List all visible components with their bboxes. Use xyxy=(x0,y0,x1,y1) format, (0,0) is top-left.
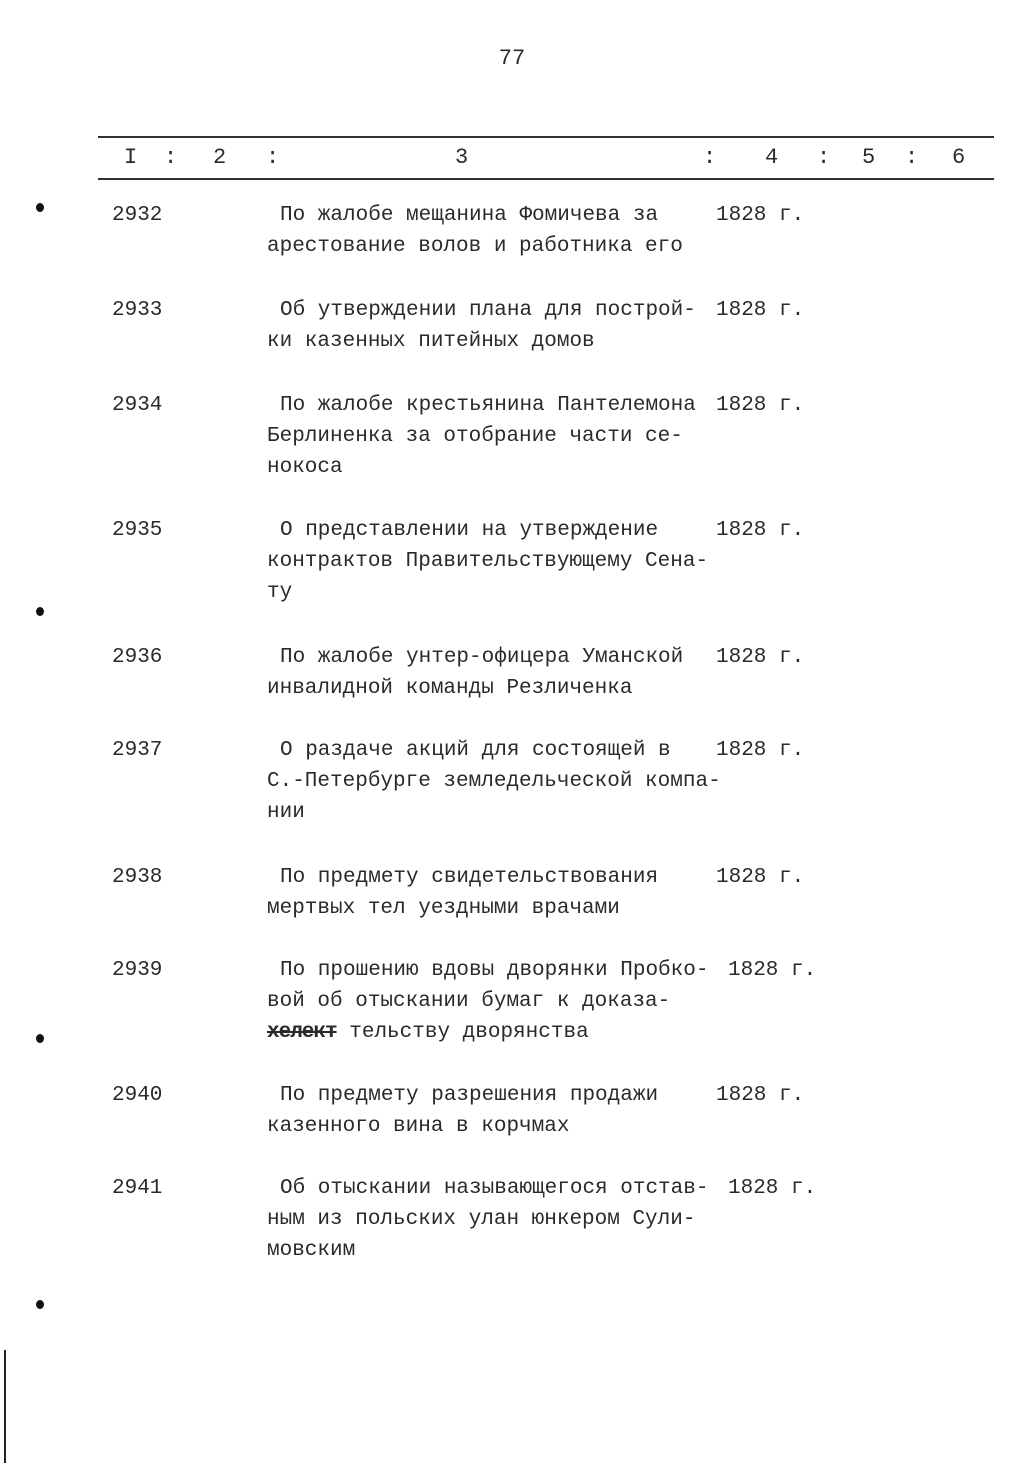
header-bottom-rule xyxy=(98,178,994,180)
col-6-header: 6 xyxy=(952,145,966,170)
line-text: По прошению вдовы дворянки Пробко- xyxy=(280,959,709,982)
entry-title-line xyxy=(267,862,737,893)
line-text: О раздаче акций для состоящей в xyxy=(280,739,671,762)
page-number: 77 xyxy=(498,46,526,71)
line-text: С.-Петербурге земледельческой компа- xyxy=(267,770,721,793)
entry-title-line xyxy=(267,986,737,1017)
entry-number: 2933 xyxy=(112,299,163,322)
entry-year: 1828 г. xyxy=(716,519,805,542)
entry-title-line xyxy=(267,955,737,986)
entry-year: 1828 г. xyxy=(716,866,805,889)
entry-title-line xyxy=(267,390,737,421)
line-text: нии xyxy=(267,801,305,824)
line-text: По жалобе унтер-офицера Уманской xyxy=(280,646,684,669)
line-text: Об утверждении плана для построй- xyxy=(280,299,696,322)
line-text: мовским xyxy=(267,1239,356,1262)
col-separator: : xyxy=(703,145,717,170)
line-text: ным из польских улан юнкером Сули- xyxy=(267,1208,696,1231)
line-text: казенного вина в корчмах xyxy=(267,1115,570,1138)
col-separator: : xyxy=(266,145,280,170)
col-separator: : xyxy=(164,145,178,170)
entry-title xyxy=(267,735,737,828)
page-edge xyxy=(4,1350,6,1463)
binding-hole-mark xyxy=(36,1034,44,1043)
entry-title-line xyxy=(267,673,737,704)
line-text: нокоса xyxy=(267,456,343,479)
entry-year: 1828 г. xyxy=(716,394,805,417)
entry-title-line xyxy=(267,1111,737,1142)
entry-title xyxy=(267,642,737,704)
entry-title-line xyxy=(267,1204,737,1235)
entry-title xyxy=(267,862,737,924)
entry-title-line xyxy=(267,200,737,231)
entry-year: 1828 г. xyxy=(716,299,805,322)
entry-title-line xyxy=(267,766,737,797)
col-2-header: 2 xyxy=(213,145,227,170)
entry-title-line xyxy=(267,1173,737,1204)
entry-title-line xyxy=(267,421,737,452)
col-1-header: I xyxy=(124,145,138,170)
entry-title-line xyxy=(267,231,737,262)
line-text: контрактов Правительствующему Сена- xyxy=(267,550,709,573)
entry-number: 2938 xyxy=(112,866,163,889)
line-text: тельству дворянства xyxy=(349,1021,589,1044)
entry-year: 1828 г. xyxy=(716,204,805,227)
col-separator: : xyxy=(905,145,919,170)
entry-title xyxy=(267,390,737,483)
struck-out-text: хелект xyxy=(267,1021,337,1044)
entry-number: 2936 xyxy=(112,646,163,669)
line-text: вой об отыскании бумаг к доказа- xyxy=(267,990,671,1013)
binding-hole-mark xyxy=(36,1300,44,1309)
line-text: ту xyxy=(267,581,293,604)
entry-title-line xyxy=(267,1017,737,1048)
col-separator: : xyxy=(817,145,831,170)
entry-title xyxy=(267,515,737,608)
binding-hole-mark xyxy=(36,203,44,212)
entry-year: 1828 г. xyxy=(728,959,817,982)
entry-number: 2939 xyxy=(112,959,163,982)
entry-year: 1828 г. xyxy=(716,739,805,762)
entry-title-line xyxy=(267,735,737,766)
line-text: По жалобе мещанина Фомичева за xyxy=(280,204,659,227)
entry-title-line xyxy=(267,326,737,357)
line-text: мертвых тел уездными врачами xyxy=(267,897,620,920)
entry-title-line xyxy=(267,1080,737,1111)
line-text: инвалидной команды Резличенка xyxy=(267,677,633,700)
header-top-rule xyxy=(98,136,994,138)
entry-title xyxy=(267,1173,737,1266)
line-text: ки казенных питейных домов xyxy=(267,330,595,353)
line-text: Берлиненка за отобрание части се- xyxy=(267,425,683,448)
entry-number: 2932 xyxy=(112,204,163,227)
line-text: Об отыскании называющегося отстав- xyxy=(280,1177,709,1200)
entry-title-line xyxy=(267,546,737,577)
entry-title-line xyxy=(267,893,737,924)
entry-title-line xyxy=(267,452,737,483)
entry-title-line xyxy=(267,797,737,828)
entry-title-line xyxy=(267,577,737,608)
entry-title-line xyxy=(267,515,737,546)
entry-year: 1828 г. xyxy=(716,646,805,669)
entry-title-line xyxy=(267,295,737,326)
entry-title xyxy=(267,200,737,262)
entry-year: 1828 г. xyxy=(728,1177,817,1200)
binding-hole-mark xyxy=(36,607,44,616)
entry-number: 2940 xyxy=(112,1084,163,1107)
line-text: О представлении на утверждение xyxy=(280,519,659,542)
entry-title xyxy=(267,295,737,357)
line-text: По жалобе крестьянина Пантелемона xyxy=(280,394,696,417)
entry-number: 2941 xyxy=(112,1177,163,1200)
line-text: По предмету свидетельствования xyxy=(280,866,659,889)
entry-title-line xyxy=(267,1235,737,1266)
col-3-header: 3 xyxy=(455,145,469,170)
line-text: По предмету разрешения продажи xyxy=(280,1084,659,1107)
entry-number: 2935 xyxy=(112,519,163,542)
entry-number: 2934 xyxy=(112,394,163,417)
entry-number: 2937 xyxy=(112,739,163,762)
col-5-header: 5 xyxy=(862,145,876,170)
entry-title xyxy=(267,955,737,1048)
entry-year: 1828 г. xyxy=(716,1084,805,1107)
col-4-header: 4 xyxy=(765,145,779,170)
entry-title xyxy=(267,1080,737,1142)
entry-title-line xyxy=(267,642,737,673)
line-text: арестование волов и работника его xyxy=(267,235,683,258)
